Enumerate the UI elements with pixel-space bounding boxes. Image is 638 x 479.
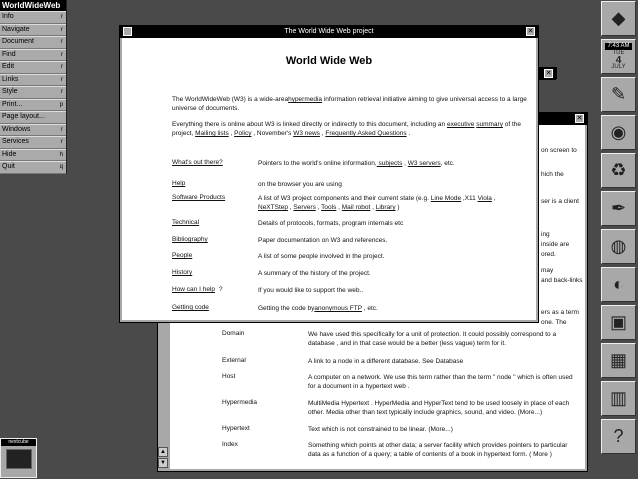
globe-icon[interactable]: ◉ bbox=[601, 115, 636, 150]
clock-time: 7:43 AM bbox=[607, 42, 630, 49]
menu-item-label: Find bbox=[2, 50, 16, 58]
glossary-term: Hypermedia bbox=[222, 399, 258, 406]
glossary-definition: We have used this specifically for a unit of protection. It could possibly correspond to a database , and in that case would be a better (less vague) term for it. bbox=[308, 331, 557, 347]
glossary-term: Hypertext bbox=[222, 425, 250, 432]
menu-item-label: Edit bbox=[2, 63, 15, 70]
p2-text-a: Everything there is online about W3 is linked directly or indirectly to this document, including an bbox=[172, 121, 447, 128]
topic-link[interactable]: Bibliography bbox=[172, 236, 208, 243]
topic-description bbox=[258, 286, 528, 295]
close-icon[interactable]: ✕ bbox=[545, 70, 552, 77]
topic-link[interactable]: History bbox=[172, 269, 193, 276]
glossary-fragment: on screen to bbox=[541, 147, 577, 154]
description-text: Paper documentation on W3 and references. bbox=[258, 237, 388, 244]
glossary-fragment: hich the bbox=[541, 171, 564, 178]
menu-item-label: Navigate bbox=[2, 25, 30, 33]
menu-item-shortcut: r bbox=[61, 26, 63, 33]
menu-item-label: Info bbox=[2, 13, 14, 20]
description-text: , etc. bbox=[361, 305, 378, 312]
separator-text: , bbox=[288, 204, 294, 211]
inline-link[interactable]: W3 servers bbox=[407, 160, 441, 167]
inline-link[interactable]: Servers bbox=[293, 204, 316, 211]
description-text: A list of some people involved in the project. bbox=[258, 253, 385, 260]
menu-item-shortcut: r bbox=[61, 14, 63, 20]
topic-description bbox=[258, 194, 528, 212]
topic-description bbox=[258, 219, 528, 228]
inline-link[interactable]: Line Mode bbox=[430, 195, 462, 202]
topic-link[interactable]: What's out there? bbox=[172, 159, 223, 166]
menu-item-shortcut: r bbox=[61, 51, 63, 58]
inline-link[interactable]: subjects bbox=[376, 160, 403, 167]
recycler-icon[interactable]: ♻ bbox=[601, 153, 636, 188]
glossary-fragment: may bbox=[541, 267, 554, 274]
summary-link[interactable]: summary bbox=[476, 121, 503, 128]
description-text: Details of protocols, formats, program internals etc bbox=[258, 220, 404, 227]
world-icon[interactable]: ◍ bbox=[601, 229, 636, 264]
separator-text: , bbox=[336, 204, 342, 211]
menu-item-links[interactable] bbox=[0, 74, 66, 87]
menu-item-edit[interactable] bbox=[0, 61, 66, 74]
machine-icon[interactable] bbox=[0, 438, 37, 478]
executive-link[interactable]: executive bbox=[446, 121, 475, 128]
menu-item-label: Style bbox=[2, 88, 18, 95]
description-text: , etc. bbox=[440, 160, 455, 167]
faq-link[interactable]: Frequently Asked Questions bbox=[325, 130, 407, 137]
menu-item-info[interactable] bbox=[0, 11, 66, 24]
separator-text: , bbox=[315, 204, 322, 211]
menu-item-document[interactable] bbox=[0, 36, 66, 49]
topic-description bbox=[258, 159, 528, 168]
glossary-definition: MultiMedia Hypertext . HyperMedia and HyperText tend to be used loosely in place of each other. Media other than text typically include graphics, sound, and video. (More...) bbox=[308, 400, 570, 416]
computer-icon bbox=[6, 449, 32, 469]
description-text: Pointers to the world's online information, bbox=[258, 160, 377, 167]
glossary-definition: Text which is not constrained to be linear. (More...) bbox=[308, 426, 453, 433]
glossary-term: Domain bbox=[222, 330, 245, 337]
topic-link[interactable]: Technical bbox=[172, 219, 200, 226]
clock-date: 4 bbox=[615, 54, 622, 66]
window-title: The World Wide Web project bbox=[284, 28, 374, 35]
clock-month: JULY bbox=[611, 63, 626, 70]
menu-item-label: Document bbox=[2, 38, 34, 45]
machine-label: nextcube bbox=[1, 439, 36, 446]
topic-link[interactable]: Help bbox=[172, 180, 186, 187]
glossary-fragment: ored. bbox=[541, 251, 556, 258]
menu-item-shortcut: r bbox=[61, 64, 63, 70]
glossary-fragment: inside are bbox=[541, 241, 570, 248]
menu-item-label: Print... bbox=[2, 100, 23, 108]
clock-icon[interactable] bbox=[601, 39, 636, 74]
terminal-icon[interactable]: ▣ bbox=[601, 305, 636, 340]
glossary-fragment: ser is a client bbox=[541, 198, 579, 205]
p2-text-d: , November's bbox=[251, 130, 294, 137]
p2-text-e: , bbox=[319, 130, 326, 137]
description-text: A list of W3 project components and their current state (e.g. bbox=[258, 195, 431, 202]
menu-item-label: Services bbox=[2, 138, 29, 145]
menu-item-shortcut: p bbox=[59, 101, 63, 108]
library-icon[interactable]: ▦ bbox=[601, 343, 636, 378]
menu-title: WorldWideWeb bbox=[0, 0, 66, 11]
editor-icon[interactable]: ✎ bbox=[601, 77, 636, 112]
dock bbox=[600, 0, 638, 479]
glossary-term: External bbox=[222, 357, 246, 364]
topic-link[interactable]: People bbox=[172, 252, 193, 259]
inline-link[interactable]: Tools bbox=[321, 204, 337, 211]
books-icon[interactable]: ▥ bbox=[601, 381, 636, 416]
mailing-lists-link[interactable]: Mailing lists bbox=[195, 130, 229, 137]
disk-icon[interactable]: ◐ bbox=[601, 267, 636, 302]
inline-link[interactable]: Mail robot bbox=[341, 204, 371, 211]
separator-text: ) bbox=[395, 204, 400, 211]
menu-item-shortcut: r bbox=[61, 39, 63, 45]
app-menu bbox=[0, 0, 67, 174]
p2-text-b: of the project, bbox=[172, 121, 522, 137]
glossary-fragment: and back-links bbox=[541, 277, 583, 284]
topic-description bbox=[258, 252, 528, 261]
glossary-fragment: ers as a term bbox=[541, 309, 579, 316]
glossary-term: Host bbox=[222, 373, 236, 380]
menu-item-navigate[interactable] bbox=[0, 24, 66, 37]
menu-item-quit[interactable] bbox=[0, 161, 66, 174]
pen-tool-icon[interactable]: ✒ bbox=[601, 191, 636, 226]
glossary-fragment: one. The bbox=[541, 319, 567, 326]
p2-text-f: . bbox=[406, 130, 411, 137]
glossary-fragment: ing bbox=[541, 231, 550, 238]
topic-description bbox=[258, 180, 528, 189]
topic-link[interactable]: Getting code bbox=[172, 304, 209, 311]
description-text: Getting the code by bbox=[258, 305, 315, 312]
menu-item-label: Links bbox=[2, 75, 19, 83]
inline-link[interactable]: Library bbox=[375, 204, 396, 211]
menu-item-hide[interactable] bbox=[0, 149, 66, 162]
glossary-definition: Something which points at other data; a server facility which provides pointers to particular data as a function of a query; a table of contents of a book in hypertext form. ( More ) bbox=[308, 442, 568, 458]
menu-item-label: Quit bbox=[2, 163, 15, 170]
front-window bbox=[119, 25, 539, 323]
close-icon[interactable]: ✕ bbox=[527, 28, 534, 35]
everything-paragraph bbox=[172, 120, 532, 138]
next-logo-icon[interactable]: ◆ bbox=[601, 1, 636, 36]
description-text: If you would like to support the web.. bbox=[258, 287, 364, 294]
w3-news-link[interactable]: W3 news bbox=[293, 130, 320, 137]
topic-description bbox=[258, 304, 528, 313]
menu-item-shortcut: r bbox=[61, 139, 63, 145]
description-text: , bbox=[402, 160, 408, 167]
menu-item-page-layout[interactable] bbox=[0, 111, 66, 124]
help-icon[interactable]: ? bbox=[601, 419, 636, 454]
page-heading: World Wide Web bbox=[285, 55, 373, 67]
glossary-definition: A computer on a network. We use this term rather than the term " node " which is often used for a document in a hypertext web . bbox=[308, 374, 573, 390]
description-text: on the browser you are using bbox=[258, 181, 342, 188]
menu-item-shortcut: r bbox=[61, 126, 63, 133]
document-page bbox=[122, 38, 536, 320]
intro-text-b: information retrieval initiative aiming to give universal access to a large universe of documents. bbox=[172, 96, 527, 112]
glossary-definition: A link to a node in a different database. See Database bbox=[308, 358, 464, 365]
menu-item-shortcut: h bbox=[59, 151, 63, 158]
description-text: , bbox=[491, 195, 496, 202]
inline-link[interactable]: anonymous FTP bbox=[314, 305, 362, 312]
clock-day: TUE bbox=[612, 49, 625, 56]
hypermedia-link[interactable]: hypermedia bbox=[288, 96, 323, 103]
miniaturize-icon[interactable] bbox=[123, 27, 132, 36]
topic-link[interactable]: Software Products bbox=[172, 194, 226, 201]
inline-link[interactable]: NeXTStep bbox=[258, 204, 288, 211]
menu-item-windows[interactable] bbox=[0, 124, 66, 137]
glossary-term: Index bbox=[222, 441, 238, 448]
topic-link[interactable]: How can I help bbox=[172, 286, 215, 293]
intro-paragraph bbox=[172, 95, 532, 113]
menu-item-shortcut: r bbox=[61, 89, 63, 95]
policy-link[interactable]: Policy bbox=[234, 130, 252, 137]
topic-description bbox=[258, 236, 528, 245]
menu-item-label: Hide bbox=[2, 150, 17, 158]
description-text: A summary of the history of the project. bbox=[258, 270, 371, 277]
menu-item-label: Windows bbox=[2, 125, 31, 133]
scroll-up-icon[interactable]: ▲ bbox=[158, 447, 168, 457]
menu-item-shortcut: r bbox=[61, 76, 63, 83]
inline-link[interactable]: Viola bbox=[477, 195, 492, 202]
menu-item-services[interactable] bbox=[0, 136, 66, 149]
menu-item-find[interactable] bbox=[0, 49, 66, 62]
close-icon[interactable]: ✕ bbox=[576, 115, 583, 122]
intro-text-a: The WorldWideWeb (W3) is a wide-area bbox=[172, 96, 289, 103]
separator-text: , bbox=[370, 204, 376, 211]
front-titlebar[interactable] bbox=[120, 26, 538, 38]
menu-item-shortcut: q bbox=[59, 164, 63, 170]
topic-description bbox=[258, 269, 528, 278]
how-help-suffix: ? bbox=[219, 286, 223, 293]
menu-item-print[interactable] bbox=[0, 99, 66, 112]
description-text: ,X11 bbox=[461, 195, 478, 202]
menu-item-label: Page layout... bbox=[2, 113, 45, 120]
p2-text-c: , bbox=[228, 130, 235, 137]
menu-item-style[interactable] bbox=[0, 86, 66, 99]
scroll-down-icon[interactable]: ▼ bbox=[158, 458, 168, 468]
